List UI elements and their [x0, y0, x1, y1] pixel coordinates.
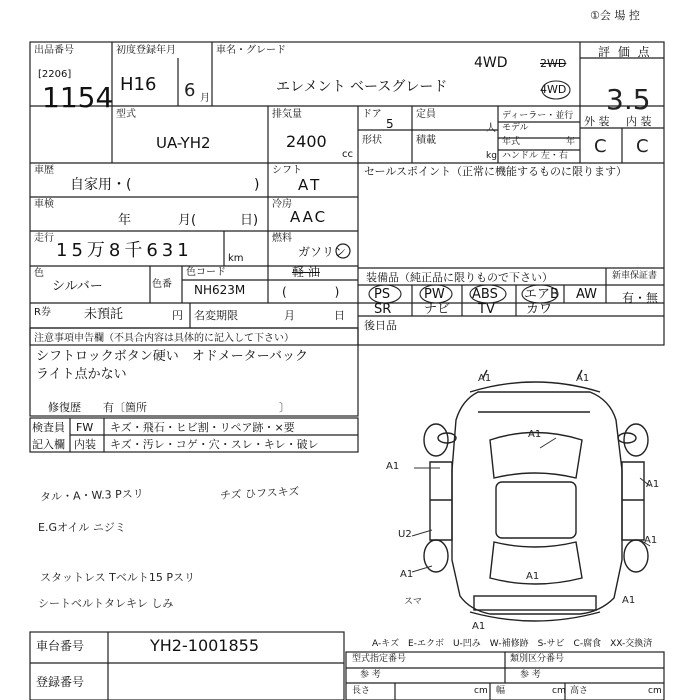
mileage-unit: km	[228, 253, 244, 264]
inspection-year: 年	[118, 213, 132, 228]
displacement-label: 排気量	[272, 109, 302, 120]
equip-aw: AW	[576, 287, 598, 302]
handwritten-line2: E.Gオイル ニジミ	[38, 521, 126, 534]
displacement-unit: cc	[342, 149, 353, 160]
damage-mark-extra: A1	[622, 595, 636, 606]
footer-ref2: 参 考	[520, 670, 541, 680]
shift-label: シフト	[272, 165, 302, 176]
lot-code: [2206]	[38, 69, 72, 80]
equip-airbag: エアB	[524, 287, 559, 302]
notes-label: 注意事項申告欄（不具合内容は具体的に記入して下さい）	[34, 333, 294, 344]
damage-mark-left-rear: A1	[400, 569, 414, 580]
capacity-label: 定員	[416, 109, 436, 120]
history-close: )	[254, 177, 260, 193]
inspector-label1: 検査員	[32, 421, 65, 434]
venue-label: ①会 場 控	[590, 9, 640, 22]
inspection-label: 車検	[34, 199, 54, 210]
reg-date-label: 初度登録年月	[116, 45, 176, 56]
dealer-label: ディーラー・並行	[502, 111, 574, 121]
footer-cm3: cm	[648, 686, 662, 696]
damage-mark-front-left: A1	[478, 373, 492, 384]
score-ext-label: 外 装	[584, 115, 610, 128]
reg-date-month: 6	[184, 80, 196, 101]
fuel-label: 燃料	[272, 233, 292, 244]
footer-ref1: 参 考	[360, 670, 381, 680]
equip-tv: TV	[478, 302, 495, 317]
type-value: UA-YH2	[156, 134, 211, 152]
damage-mark-rear-glass: A1	[526, 571, 540, 582]
equip-abs: ABS	[472, 287, 498, 302]
recycle-label: R券	[34, 307, 51, 318]
footer-class: 類別区分番号	[510, 654, 565, 664]
color-code: NH623M	[194, 283, 246, 297]
mileage-value: 15万8千631	[56, 240, 193, 261]
inspector-int-label: 内装	[74, 438, 96, 451]
reg-date-month-unit: 月	[200, 93, 210, 104]
handwritten-line1b: チズ ひフスキズ	[219, 484, 300, 503]
warranty-label: 新車保証書	[612, 271, 658, 281]
model-opt-2wd: 2WD	[540, 57, 567, 70]
fuel-diesel: 軽 油	[292, 265, 320, 279]
seat-label: 後日品	[364, 319, 397, 332]
inspector-fw-items: キズ・飛石・ヒビ割・リペア跡・×要	[110, 421, 295, 434]
footer-type-spec: 型式指定番号	[352, 654, 407, 664]
handwritten-line1: タル・A・W.3 Pスリ	[39, 487, 144, 504]
color-code-label: 色コード	[186, 267, 226, 278]
load-unit: kg	[486, 151, 497, 161]
inspection-month: 月(	[178, 213, 197, 228]
notes-line1: シフトロックボタン硬い オドメーターバック	[36, 349, 308, 364]
footer-length: 長さ	[352, 686, 371, 696]
reg-date-era-year: H16	[120, 74, 157, 95]
shift-value: AT	[298, 176, 323, 194]
warranty-value: 有・無	[622, 291, 659, 305]
history-value: 自家用・(	[70, 177, 132, 193]
damage-mark-right-door: A1	[646, 479, 660, 490]
inspector-int-items: キズ・汚レ・コゲ・穴・スレ・キレ・破レ	[110, 438, 319, 451]
history-label: 車歴	[34, 165, 54, 176]
name-change-month: 月	[284, 309, 295, 322]
recycle-unit: 円	[172, 309, 183, 322]
lot-number: 1154	[42, 81, 114, 114]
recycle-value: 未預託	[84, 307, 124, 322]
handwritten-line3: スタットレス Tベルト15 Pスリ	[40, 571, 196, 584]
score-int-label: 内 装	[626, 115, 652, 128]
footer-cm1: cm	[474, 686, 488, 696]
registration-label: 登録番号	[36, 675, 85, 689]
color-label: 色	[34, 268, 44, 279]
chassis-label: 車台番号	[36, 639, 85, 653]
dealer-year-unit: 年	[566, 137, 576, 147]
dealer-handle: ハンドル 左・右	[502, 151, 568, 161]
damage-mark-rear-bumper: A1	[472, 621, 486, 632]
handwritten-line4: シートベルトタレキレ しみ	[38, 597, 174, 610]
model-opt-4wd: 4WD	[540, 83, 567, 96]
color-num-label: 色番	[152, 279, 172, 290]
notes-repair: 修復歴 有〔箇所 〕	[48, 401, 290, 414]
footer-cm2: cm	[552, 686, 566, 696]
score-int: C	[636, 136, 649, 157]
damage-mark-left-door: A1	[386, 461, 400, 472]
ac-value: AAC	[290, 208, 328, 226]
inspection-day: 日)	[240, 213, 259, 228]
damage-mark-right-rear: A1	[644, 535, 658, 546]
inspector-label2: 記入欄	[32, 438, 65, 451]
score-value: 3.5	[606, 83, 651, 116]
equipment-label: 装備品（純正品に限りもので下さい）	[366, 271, 553, 284]
footer-width: 幅	[496, 686, 506, 696]
lot-label: 出品番号	[34, 45, 74, 56]
ac-label: 冷房	[272, 199, 292, 210]
score-ext: C	[594, 136, 607, 157]
inspector-fw-label: FW	[76, 421, 94, 434]
doors-value: 5	[386, 117, 394, 131]
model-label: 車名・グレード	[216, 45, 286, 56]
capacity-unit: 人	[486, 123, 496, 134]
footer-height: 高さ	[570, 686, 589, 696]
doors-label: ドア	[362, 109, 382, 120]
notes-line2: ライト点かない	[36, 367, 127, 382]
load-label: 積載	[416, 135, 436, 146]
color-value: シルバー	[52, 279, 103, 294]
damage-mark-windshield: A1	[528, 429, 542, 440]
chassis-value: YH2-1001855	[150, 636, 260, 655]
equip-navi: ナビ	[424, 302, 451, 317]
sales-point-label: セールスポイント（正常に機能するものに限ります）	[364, 165, 628, 178]
fuel-paren: ( )	[282, 285, 340, 299]
diagram-legend: A-キズ E-エクボ U-凹み W-補修跡 S-サビ C-腐食 XX-交換済	[372, 639, 653, 649]
equip-sr: SR	[374, 302, 392, 317]
model-drive: 4WD	[474, 55, 508, 71]
name-change-label: 名変期限	[194, 309, 238, 322]
equip-leather: カワ	[526, 302, 553, 317]
shape-label: 形状	[362, 135, 382, 146]
score-label: 評 価 点	[598, 45, 652, 59]
type-label: 型式	[116, 109, 136, 120]
damage-mark-front-right: A1	[576, 373, 590, 384]
fuel-gasoline: ガソリン	[298, 245, 347, 259]
name-change-day: 日	[334, 309, 345, 322]
dealer-model: モデル	[502, 123, 529, 133]
model-name: エレメント ベースグレード	[276, 79, 448, 95]
displacement-value: 2400	[286, 132, 327, 151]
damage-mark-suma: スマ	[404, 597, 422, 607]
equip-pw: PW	[424, 287, 445, 302]
mileage-label: 走行	[34, 233, 54, 244]
damage-mark-u2: U2	[398, 529, 412, 540]
equip-ps: PS	[374, 287, 391, 302]
dealer-year: 年式	[502, 137, 521, 147]
